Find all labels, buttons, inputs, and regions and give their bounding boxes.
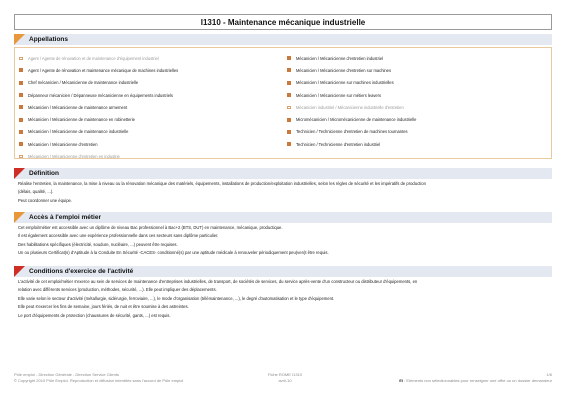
appellation-label: Mécanicien / Mécanicienne de maintenance en robinetterie [28, 117, 135, 123]
appellations-right-column [287, 52, 552, 150]
appellation-label: Mécanicien industriel / Mécanicienne industrielle d'entretien [296, 104, 404, 110]
orange-triangle-icon [14, 212, 25, 223]
hollow-square-bullet-icon [287, 106, 291, 109]
section-title-acces: Accès à l'emploi métier [29, 214, 101, 221]
red-triangle-icon [14, 168, 25, 179]
footer-copyright: © Copyright 2010 Pôle Emploi. Reproduction et diffusion interdites sans l'accord de Pôle emploi [14, 378, 184, 383]
text-line: Il est également accessible avec une expérience professionnelle dans ces secteurs sans diplôme particulier. [18, 233, 219, 239]
square-bullet-icon [19, 118, 23, 122]
section-header-acces [14, 212, 552, 223]
page-title-text: I1310 - Maintenance mécanique industrielle [200, 17, 366, 27]
footer-legend [399, 378, 552, 384]
text-line: Cet emploi/métier est accessible avec un diplôme de niveau Bac professionnel à Bac+2 (BTS, DUT) en maintenance, mécanique, productique. [18, 225, 283, 230]
appellation-label: Technicien / Technicienne d'entretien industriel [296, 141, 381, 147]
section-title-definition: Définition [29, 170, 59, 177]
appellation-label: Mécanicien / Mécanicienne d'entretien industriel [296, 55, 384, 61]
conditions-text [18, 278, 552, 320]
section-header-definition [14, 168, 552, 179]
square-bullet-icon [287, 81, 291, 85]
text-line: Des habilitations spécifiques (électricité, soudure, nucléaire, ...) peuvent être requises. [18, 241, 178, 247]
text-line: (délais, qualité, ...). [18, 189, 54, 195]
section-title-conditions: Conditions d'exercice de l'activité [29, 268, 134, 275]
appellation-label: Mécanicien / Mécanicienne de maintenance armement [28, 104, 128, 110]
appellation-item [19, 64, 284, 76]
square-bullet-icon [19, 105, 23, 109]
appellation-label: Micromécanicien / Micromécanicienne de maintenance industrielle [296, 117, 417, 123]
footer-fiche: Fiche ROME I1310 [268, 372, 303, 377]
appellation-item [19, 126, 284, 138]
footer-page-number: 1/6 [546, 372, 552, 377]
appellation-label: Dépanneur mécanicien / Dépanneuse mécanicienne en équipements industriels [28, 92, 173, 98]
text-line: L'activité de cet emploi/métier s'exerce au sein de services de maintenance d'entreprises industrielles, de transport, de sociétés de services, du service après-vente d'un constructeur ou distributeur d'équipements, en [18, 279, 418, 284]
appellation-item [19, 89, 284, 101]
square-bullet-icon [287, 93, 291, 97]
square-bullet-icon [287, 68, 291, 72]
footer-legend-text: : Eléments non sélectionnables pour renseigner une offre ou un dossier demandeur [403, 378, 552, 383]
appellation-item [287, 52, 552, 64]
appellation-item [19, 101, 284, 113]
square-bullet-icon [19, 93, 23, 97]
appellation-item [287, 126, 552, 138]
text-line: Elle peut s'exercer les fins de semaine, jours fériés, de nuit et être soumise à des astreintes. [18, 304, 189, 310]
appellation-item [19, 113, 284, 125]
hollow-square-bullet-icon [19, 57, 23, 60]
appellation-label: Mécanicien / Mécanicienne sur métiers leavers [296, 92, 382, 98]
square-bullet-icon [287, 142, 291, 146]
footer-right [399, 372, 552, 384]
footer-org: Pôle emploi - Direction Générale - Direction Service Clients [14, 372, 119, 377]
appellation-label: Mécanicien / Mécanicienne d'entretien en industrie [28, 154, 120, 160]
square-bullet-icon [287, 56, 291, 60]
section-header-appellations [14, 34, 552, 45]
appellation-label: Chef mécanicien / Mécanicienne de maintenance industrielle [28, 80, 139, 86]
appellation-label: Mécanicien / Mécanicienne de maintenance industrielle [28, 129, 129, 135]
section-header-conditions [14, 266, 552, 277]
appellation-label: Agent / Agente de rénovation et de maintenance d'équipement industriel [28, 55, 159, 61]
square-bullet-icon [287, 130, 291, 134]
text-line: Un ou plusieurs Certificat(s) d'Aptitude à la Conduite En Sécurité -CACES- conditionné(s) par une aptitude médicale à renouveler périodiquement peu(ven)t être requis. [18, 250, 329, 256]
appellation-item [287, 77, 552, 89]
appellation-label: Mécanicien / Mécanicienne sur machines industrielles [296, 80, 394, 86]
appellation-item [287, 64, 552, 76]
appellation-item [287, 89, 552, 101]
hollow-square-bullet-icon [19, 155, 23, 158]
square-bullet-icon [19, 130, 23, 134]
text-line: relation avec différents services (production, méthodes, sécurité, ...). Elle peut impliquer des déplacements. [18, 287, 217, 293]
acces-text [18, 224, 552, 258]
appellation-item [287, 101, 552, 113]
footer-ei-marker: EI [399, 378, 404, 383]
appellation-item [19, 52, 284, 64]
orange-triangle-icon [14, 34, 25, 45]
square-bullet-icon [19, 68, 23, 72]
appellation-item [287, 138, 552, 150]
page-title [14, 14, 552, 30]
square-bullet-icon [19, 81, 23, 85]
appellation-label: Mécanicien / Mécanicienne d'entretien sur machines [296, 67, 391, 73]
text-line: Réalise l'entretien, la maintenance, la mise à niveau ou la rénovation mécanique des matériels, équipements, installations de production/exploitation industrielles, selon les règles de sécurité et les impératifs de production [18, 181, 426, 186]
section-title-appellations: Appellations [29, 36, 69, 43]
appellation-item [287, 113, 552, 125]
square-bullet-icon [287, 118, 291, 122]
red-triangle-icon [14, 266, 25, 277]
appellation-label: Agent / Agente de rénovation et maintenance mécanique de machines industrielles [28, 67, 179, 73]
footer-left [14, 372, 183, 384]
square-bullet-icon [19, 142, 23, 146]
appellation-item [19, 138, 284, 150]
appellation-label: Technicien / Technicienne d'entretien de machines tournantes [296, 129, 408, 135]
definition-text [18, 180, 552, 205]
text-line: Le port d'équipements de protection (chaussures de sécurité, gants, ...) est requis. [18, 312, 171, 318]
appellations-box [14, 47, 552, 159]
text-line: Peut coordonner une équipe. [18, 197, 73, 203]
text-line: Elle varie selon le secteur d'activité (métallurgie, sidérurgie, ferroviaire, ...), le mode d'organisation (télémaintenance, ...), le degré d'automatisation et le type d'équipement. [18, 295, 335, 301]
appellations-left-column [19, 52, 284, 163]
appellation-item [19, 77, 284, 89]
footer-middle [268, 372, 302, 384]
footer-date: avril-10 [278, 378, 292, 383]
appellation-label: Mécanicien / Mécanicienne d'entretien [28, 141, 98, 147]
appellation-item [19, 150, 284, 162]
